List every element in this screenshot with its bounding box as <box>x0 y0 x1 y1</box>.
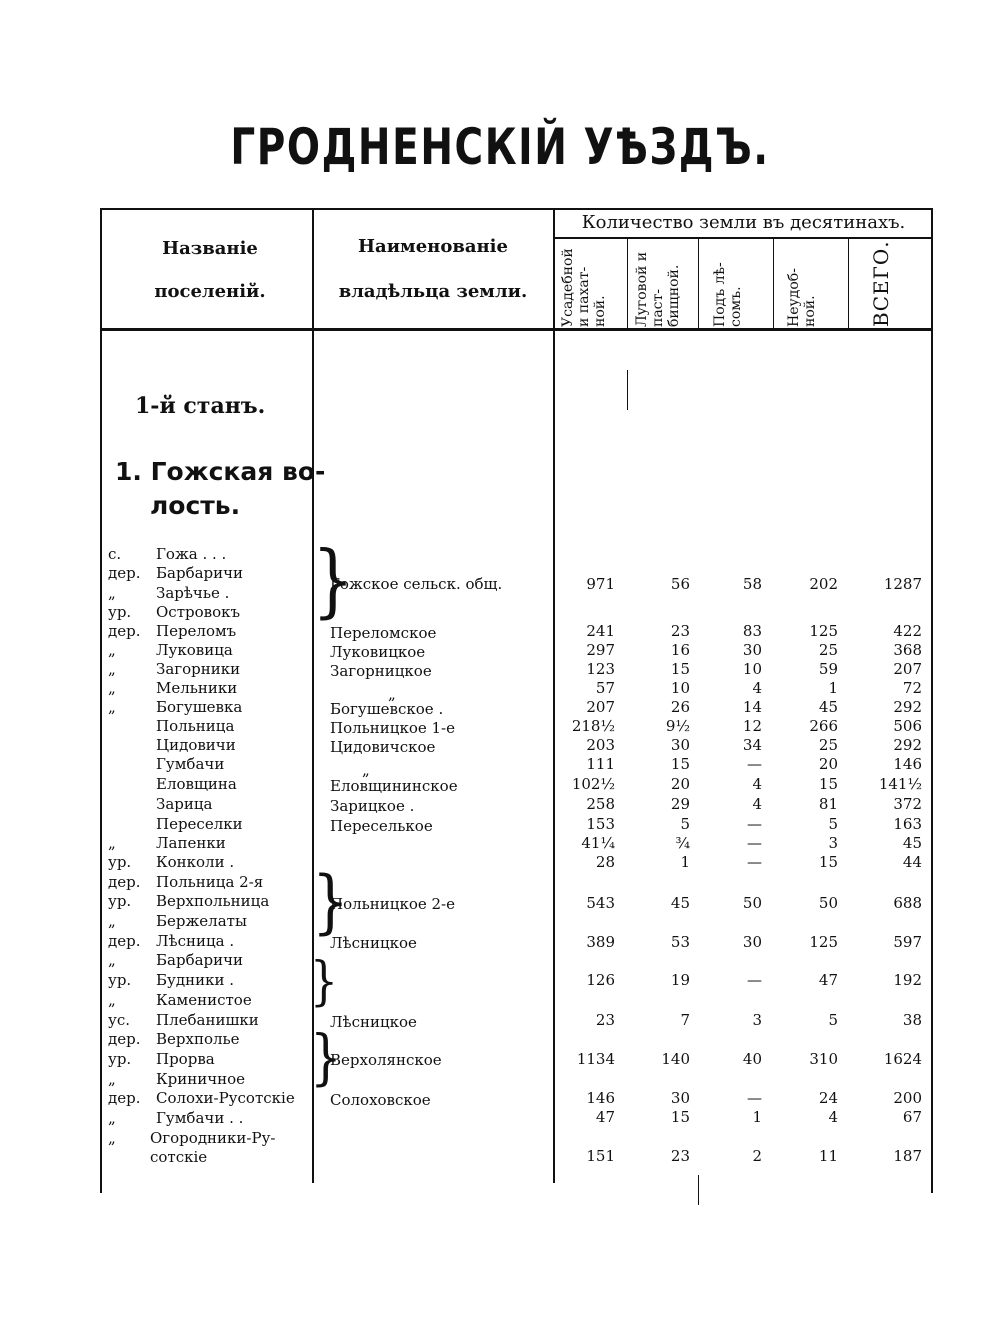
row-value-arable: 297 <box>586 641 615 659</box>
row-name: Будники . <box>156 971 234 989</box>
row-value-forest: — <box>747 815 762 833</box>
row-prefix: дер. <box>108 873 141 891</box>
column-rule-3-body <box>698 1175 699 1205</box>
row-value-unusable: 125 <box>809 622 838 640</box>
row-value-forest: 30 <box>742 641 762 659</box>
row-value-total: 292 <box>893 736 922 754</box>
row-name: Лапенки <box>156 834 226 852</box>
row-prefix: „ <box>108 584 116 602</box>
row-value-forest: 4 <box>752 775 762 793</box>
row-prefix: дер. <box>108 622 141 640</box>
row-owner: Солоховское <box>330 1091 431 1109</box>
row-value-forest: 12 <box>742 717 762 735</box>
column-header-forest: Подъ лѣ-сомъ. <box>712 262 744 327</box>
row-value-meadow: 19 <box>670 971 690 989</box>
settlement-header <box>110 235 310 305</box>
row-value-unusable: 5 <box>828 815 838 833</box>
column-header-meadow: Луговой и паст-бищной. <box>634 251 682 327</box>
owner-header-line2: владѣльца земли. <box>338 281 528 302</box>
row-value-forest: 83 <box>742 622 762 640</box>
row-name: Польница 2-я <box>156 873 264 891</box>
row-prefix: дер. <box>108 1089 141 1107</box>
row-value-meadow: 56 <box>670 575 690 593</box>
row-value-total: 1624 <box>883 1050 922 1068</box>
column-rule-2 <box>627 237 628 329</box>
row-value-arable: 111 <box>586 755 615 773</box>
row-name: Зарица <box>156 795 213 813</box>
row-owner: Польницкое 2-е <box>330 895 455 913</box>
row-value-total: 44 <box>902 853 922 871</box>
row-prefix: „ <box>108 1109 116 1127</box>
row-value-total: 688 <box>893 894 922 912</box>
row-value-arable: 153 <box>586 815 615 833</box>
row-prefix: „ <box>108 951 116 969</box>
row-name: Цидовичи <box>156 736 236 754</box>
row-value-forest: — <box>747 834 762 852</box>
row-value-meadow: 16 <box>670 641 690 659</box>
row-value-forest: 50 <box>742 894 762 912</box>
row-name: Криничное <box>156 1070 246 1088</box>
settlement-header-line1: Названіе <box>162 238 258 259</box>
row-prefix: ур. <box>108 971 132 989</box>
header-bottom-rule <box>100 328 933 331</box>
row-name: Лѣсница . <box>156 932 235 950</box>
row-value-meadow: 7 <box>680 1011 690 1029</box>
row-name: Загорники <box>156 660 241 678</box>
row-prefix: „ <box>108 834 116 852</box>
row-value-total: 67 <box>902 1108 922 1126</box>
row-name: Солохи-Русотскіе <box>156 1089 295 1107</box>
row-owner: Переломское <box>330 624 437 642</box>
row-value-meadow: 9½ <box>665 717 690 735</box>
row-value-arable: 146 <box>586 1089 615 1107</box>
row-value-forest: 1 <box>752 1108 762 1126</box>
page-title: ГРОДНЕНСКІЙ УѢЗДЪ. <box>230 118 770 176</box>
row-name: Еловщина <box>156 775 237 793</box>
row-value-arable: 123 <box>586 660 615 678</box>
row-value-meadow: 53 <box>670 933 690 951</box>
row-value-unusable: 11 <box>818 1147 838 1165</box>
row-value-unusable: 1 <box>828 679 838 697</box>
row-value-arable: 543 <box>586 894 615 912</box>
row-name: Гумбачи . . <box>156 1109 244 1127</box>
row-value-arable: 102½ <box>571 775 615 793</box>
row-value-forest: 2 <box>752 1147 762 1165</box>
row-value-arable: 57 <box>595 679 615 697</box>
row-value-arable: 203 <box>586 736 615 754</box>
row-name: Переломъ <box>156 622 237 640</box>
row-prefix: ур. <box>108 603 132 621</box>
row-name: Мельники <box>156 679 238 697</box>
row-value-arable: 1134 <box>576 1050 615 1068</box>
table-right-rule <box>931 208 933 1193</box>
row-value-arable: 126 <box>586 971 615 989</box>
row-value-unusable: 47 <box>818 971 838 989</box>
row-value-unusable: 50 <box>818 894 838 912</box>
row-value-unusable: 125 <box>809 933 838 951</box>
row-value-meadow: 1 <box>680 853 690 871</box>
row-value-unusable: 25 <box>818 736 838 754</box>
row-name: Богушевка <box>156 698 243 716</box>
row-prefix: дер. <box>108 564 141 582</box>
row-value-unusable: 202 <box>809 575 838 593</box>
row-value-forest: — <box>747 853 762 871</box>
row-name: Гумбачи <box>156 755 225 773</box>
row-owner: Лѣсницкое <box>330 1013 417 1031</box>
column-rule-3 <box>698 237 699 329</box>
column-rule-5 <box>848 237 849 329</box>
row-value-total: 45 <box>902 834 922 852</box>
row-value-unusable: 15 <box>818 775 838 793</box>
row-name: сотскіе <box>150 1148 208 1166</box>
row-value-forest: 40 <box>742 1050 762 1068</box>
row-value-total: 368 <box>893 641 922 659</box>
row-name: Польница <box>156 717 235 735</box>
brace-verkhpolye-group: } <box>310 1022 342 1092</box>
row-value-arable: 23 <box>595 1011 615 1029</box>
row-owner: Зарицкое . <box>330 797 415 815</box>
row-name: Барбаричи <box>156 564 244 582</box>
row-name: Плебанишки <box>156 1011 259 1029</box>
row-owner: Цидовичское <box>330 738 436 756</box>
volost-heading-line2: лость. <box>150 491 241 520</box>
row-name: Каменистое <box>156 991 252 1009</box>
row-name: Огородники-Ру- <box>150 1129 276 1147</box>
row-value-forest: 58 <box>742 575 762 593</box>
row-value-unusable: 266 <box>809 717 838 735</box>
row-value-meadow: 140 <box>661 1050 690 1068</box>
row-value-unusable: 45 <box>818 698 838 716</box>
row-name: Переселки <box>156 815 243 833</box>
table-top-rule <box>100 208 933 210</box>
row-name: Бержелаты <box>156 912 247 930</box>
row-value-forest: 4 <box>752 679 762 697</box>
row-value-unusable: 4 <box>828 1108 838 1126</box>
row-prefix: „ <box>108 991 116 1009</box>
row-value-unusable: 25 <box>818 641 838 659</box>
brace-gozha-group: } <box>312 534 354 627</box>
row-owner: Еловщининское <box>330 777 458 795</box>
row-value-forest: 30 <box>742 933 762 951</box>
row-value-forest: — <box>747 971 762 989</box>
row-name: Конколи . <box>156 853 235 871</box>
row-prefix: „ <box>108 641 116 659</box>
row-value-total: 506 <box>893 717 922 735</box>
row-value-arable: 389 <box>586 933 615 951</box>
table-left-rule <box>100 208 102 1193</box>
row-value-total: 146 <box>893 755 922 773</box>
row-value-meadow: 15 <box>670 1108 690 1126</box>
row-value-total: 72 <box>902 679 922 697</box>
row-prefix: „ <box>108 912 116 930</box>
row-owner: „ <box>388 685 396 703</box>
row-value-meadow: 23 <box>670 622 690 640</box>
row-value-forest: — <box>747 1089 762 1107</box>
row-value-forest: 34 <box>742 736 762 754</box>
row-value-meadow: ¾ <box>675 834 690 852</box>
row-prefix: ус. <box>108 1011 130 1029</box>
row-value-arable: 218½ <box>571 717 615 735</box>
row-prefix: ур. <box>108 1050 132 1068</box>
row-value-total: 207 <box>893 660 922 678</box>
row-value-unusable: 24 <box>818 1089 838 1107</box>
row-value-unusable: 20 <box>818 755 838 773</box>
row-value-meadow: 29 <box>670 795 690 813</box>
row-prefix: с. <box>108 545 122 563</box>
row-owner: Лѣсницкое <box>330 934 417 952</box>
row-value-forest: — <box>747 755 762 773</box>
row-value-arable: 41¼ <box>581 834 615 852</box>
row-value-total: 422 <box>893 622 922 640</box>
row-value-total: 1287 <box>883 575 922 593</box>
row-value-meadow: 15 <box>670 755 690 773</box>
row-value-forest: 4 <box>752 795 762 813</box>
row-name: Верхпольница <box>156 892 270 910</box>
owner-header <box>318 233 548 305</box>
row-value-unusable: 15 <box>818 853 838 871</box>
column-rule-2-body <box>627 370 628 410</box>
row-value-meadow: 5 <box>680 815 690 833</box>
row-owner: Гожское сельск. общ. <box>330 575 503 593</box>
row-owner: Луковицкое <box>330 643 426 661</box>
row-name: Зарѣчье . <box>156 584 230 602</box>
column-header-arable: Усадебной и пахат-ной. <box>560 248 608 327</box>
section-heading: 1-й станъ. <box>135 393 266 419</box>
row-value-unusable: 59 <box>818 660 838 678</box>
row-value-meadow: 30 <box>670 1089 690 1107</box>
row-name: Островокъ <box>156 603 241 621</box>
quantity-header: Количество земли въ десятинахъ. <box>581 212 906 233</box>
row-value-total: 141½ <box>878 775 922 793</box>
row-value-forest: 10 <box>742 660 762 678</box>
row-value-total: 38 <box>902 1011 922 1029</box>
row-owner: Верхолянское <box>330 1051 442 1069</box>
column-rule-4 <box>773 237 774 329</box>
row-value-total: 597 <box>893 933 922 951</box>
quantity-column-rule <box>553 208 555 1183</box>
row-value-arable: 258 <box>586 795 615 813</box>
column-header-total: ВСЕГО. <box>869 240 893 327</box>
row-owner: Загорницкое <box>330 662 432 680</box>
row-prefix: ур. <box>108 853 132 871</box>
volost-heading <box>115 455 325 523</box>
row-value-meadow: 23 <box>670 1147 690 1165</box>
volost-heading-line1: 1. Гожская во- <box>115 457 326 486</box>
row-prefix: ур. <box>108 892 132 910</box>
row-value-unusable: 310 <box>809 1050 838 1068</box>
row-value-meadow: 45 <box>670 894 690 912</box>
row-value-arable: 241 <box>586 622 615 640</box>
row-value-meadow: 15 <box>670 660 690 678</box>
row-value-forest: 3 <box>752 1011 762 1029</box>
row-prefix: дер. <box>108 1030 141 1048</box>
row-prefix: „ <box>108 1129 116 1147</box>
row-value-total: 292 <box>893 698 922 716</box>
brace-budniki-group: } <box>310 950 338 1012</box>
row-value-arable: 47 <box>595 1108 615 1126</box>
row-name: Барбаричи <box>156 951 244 969</box>
row-name: Луковица <box>156 641 233 659</box>
row-prefix: дер. <box>108 932 141 950</box>
row-value-total: 200 <box>893 1089 922 1107</box>
row-value-total: 163 <box>893 815 922 833</box>
row-value-arable: 971 <box>586 575 615 593</box>
row-owner: Польницкое 1-е <box>330 719 455 737</box>
row-value-forest: 14 <box>742 698 762 716</box>
row-value-unusable: 5 <box>828 1011 838 1029</box>
row-value-total: 372 <box>893 795 922 813</box>
owner-header-line1: Наименованіе <box>358 236 508 257</box>
row-value-total: 192 <box>893 971 922 989</box>
column-header-unusable: Неудоб-ной. <box>786 268 818 327</box>
row-owner: Богушевское . <box>330 700 444 718</box>
row-owner: Переселькое <box>330 817 433 835</box>
row-name: Гожа . . . <box>156 545 227 563</box>
row-value-meadow: 30 <box>670 736 690 754</box>
quantity-header-rule <box>555 237 933 239</box>
row-value-meadow: 26 <box>670 698 690 716</box>
brace-polnitsa-group: } <box>312 860 349 942</box>
row-owner: „ <box>362 761 370 779</box>
row-value-arable: 151 <box>586 1147 615 1165</box>
row-value-arable: 28 <box>595 853 615 871</box>
row-prefix: „ <box>108 1070 116 1088</box>
row-prefix: „ <box>108 679 116 697</box>
row-value-arable: 207 <box>586 698 615 716</box>
row-value-meadow: 20 <box>670 775 690 793</box>
row-value-meadow: 10 <box>670 679 690 697</box>
row-value-total: 187 <box>893 1147 922 1165</box>
row-value-unusable: 81 <box>818 795 838 813</box>
row-value-unusable: 3 <box>828 834 838 852</box>
settlement-header-line2: поселеній. <box>154 281 266 302</box>
row-prefix: „ <box>108 660 116 678</box>
row-name: Прорва <box>156 1050 215 1068</box>
row-name: Верхполье <box>156 1030 240 1048</box>
row-prefix: „ <box>108 698 116 716</box>
